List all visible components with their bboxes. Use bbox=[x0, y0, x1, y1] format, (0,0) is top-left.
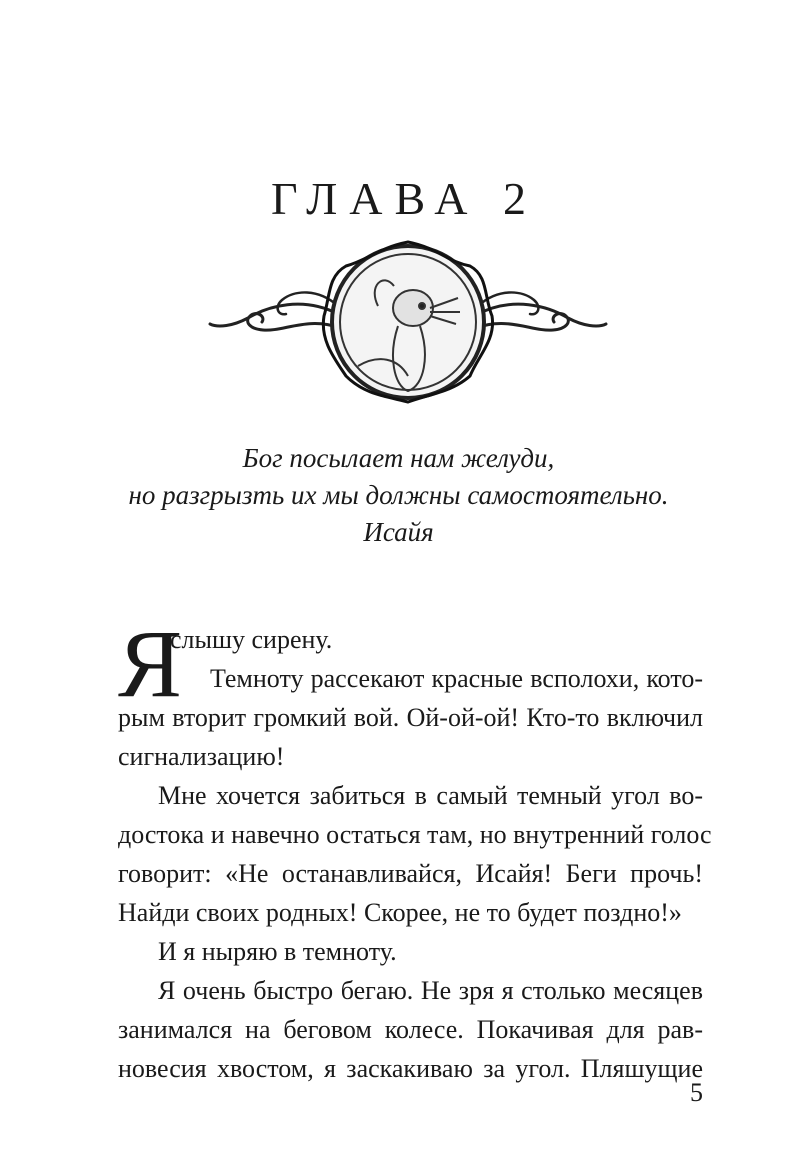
text-line: Мне хочется забиться в самый темный угол во- bbox=[158, 781, 703, 810]
text-line: рым вторит громкий вой. Ой-ой-ой! Кто-то включил bbox=[118, 703, 703, 732]
text-line: говорит: «Не останавливайся, Исайя! Беги прочь! bbox=[118, 859, 703, 888]
text-line: новесия хвостом, я заскакиваю за угол. Пляшущие bbox=[118, 1054, 703, 1083]
text-line: занимался на беговом колесе. Покачивая для рав- bbox=[118, 1015, 703, 1044]
chapter-text bbox=[118, 610, 712, 1088]
text-line: сигнализацию! bbox=[118, 742, 285, 771]
text-line: Найди своих родных! Скорее, не то будет поздно!» bbox=[118, 898, 682, 927]
drop-cap: Я bbox=[118, 610, 183, 717]
mouse-vignette-icon bbox=[208, 236, 608, 408]
text-line: слышу сирену. bbox=[170, 625, 333, 654]
text-line: Темноту рассекают красные всполохи, кото- bbox=[210, 664, 703, 693]
text-line: И я ныряю в темноту. bbox=[158, 937, 397, 966]
epigraph-author: Исайя bbox=[363, 517, 434, 547]
epigraph-line: но разгрызть их мы должны самостоятельно. bbox=[128, 480, 669, 510]
epigraph bbox=[0, 440, 797, 551]
text-line: достока и навечно остаться там, но внутренний голос bbox=[118, 820, 712, 849]
chapter-title: ГЛАВА 2 bbox=[270, 173, 539, 224]
page-number: 5 bbox=[690, 1078, 703, 1107]
epigraph-line: Бог посылает нам желуди, bbox=[242, 443, 555, 473]
text-line: Я очень быстро бегаю. Не зря я столько месяцев bbox=[158, 976, 703, 1005]
